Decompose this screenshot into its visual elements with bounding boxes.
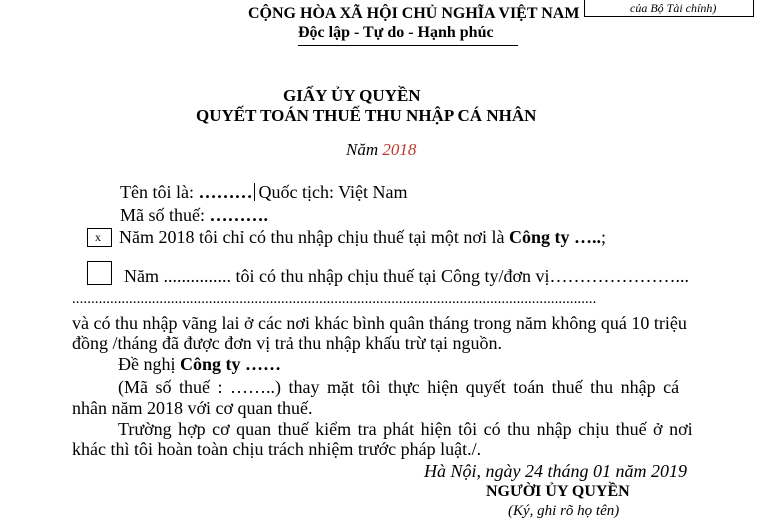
responsibility-line-1: Trường hợp cơ quan thuế kiểm tra phát hiện tôi có thu nhập chịu thuế ở nơi (118, 419, 693, 439)
name-label: Tên tôi là: (120, 182, 199, 202)
name-line (120, 182, 408, 203)
text-cursor (254, 183, 255, 201)
nationality: Quốc tịch: Việt Nam (258, 182, 408, 202)
request-company: Công ty …… (180, 354, 282, 374)
responsibility-line-2: khác thì tôi hoàn toàn chịu trách nhiệm trước pháp luật./. (72, 439, 482, 459)
signer-title: NGƯỜI ỦY QUYỀN (486, 483, 630, 500)
authorization-line-2: nhân năm 2018 với cơ quan thuế. (72, 398, 313, 418)
year-prefix: Năm (346, 140, 383, 159)
corner-note: của Bộ Tài chính) (630, 1, 717, 15)
option1-checkbox[interactable] (87, 228, 112, 247)
option1-end: ; (600, 227, 606, 247)
request-label: Đề nghị (118, 354, 180, 374)
income-line-1: và có thu nhập vãng lai ở các nơi khác bình quân tháng trong năm không quá 10 triệu (72, 313, 687, 333)
option1-text (119, 227, 606, 248)
authorization-line-1: (Mã số thuế : ……..) thay mặt tôi thực hiện quyết toán thuế thu nhập cá (118, 377, 680, 397)
option2-text: Năm ............... tôi có thu nhập chịu thuế tại Công ty/đơn vị…………………... (124, 266, 689, 286)
option2-checkbox[interactable] (87, 261, 112, 285)
nation-heading: CỘNG HÒA XÃ HỘI CHỦ NGHĨA VIỆT NAM (248, 5, 580, 22)
income-line-2: đồng /tháng đã được đơn vị trả thu nhập khấu trừ tại nguồn. (72, 333, 502, 353)
place-date: Hà Nội, ngày 24 tháng 01 năm 2019 (424, 461, 687, 481)
name-value[interactable]: ……… (198, 182, 253, 202)
signature-note: (Ký, ghi rõ họ tên) (508, 503, 620, 519)
year-value: 2018 (382, 140, 417, 159)
option1-company: Công ty ….. (508, 227, 601, 247)
motto: Độc lập - Tự do - Hạnh phúc (298, 24, 494, 41)
motto-underline (298, 45, 518, 46)
doc-title: GIẤY ỦY QUYỀN (283, 86, 421, 105)
taxcode-line (120, 205, 268, 226)
option1-check-mark: x (95, 230, 101, 244)
taxcode-label: Mã số thuế: (120, 205, 210, 225)
doc-year (346, 140, 416, 160)
option1-label: Năm 2018 tôi chỉ có thu nhập chịu thuế tại một nơi là (119, 227, 509, 247)
dotted-line: .......................................................................................................................................... (72, 291, 597, 307)
doc-subtitle: QUYẾT TOÁN THUẾ THU NHẬP CÁ NHÂN (196, 106, 537, 125)
taxcode-value[interactable]: ………. (209, 205, 268, 225)
request-line (118, 354, 281, 375)
